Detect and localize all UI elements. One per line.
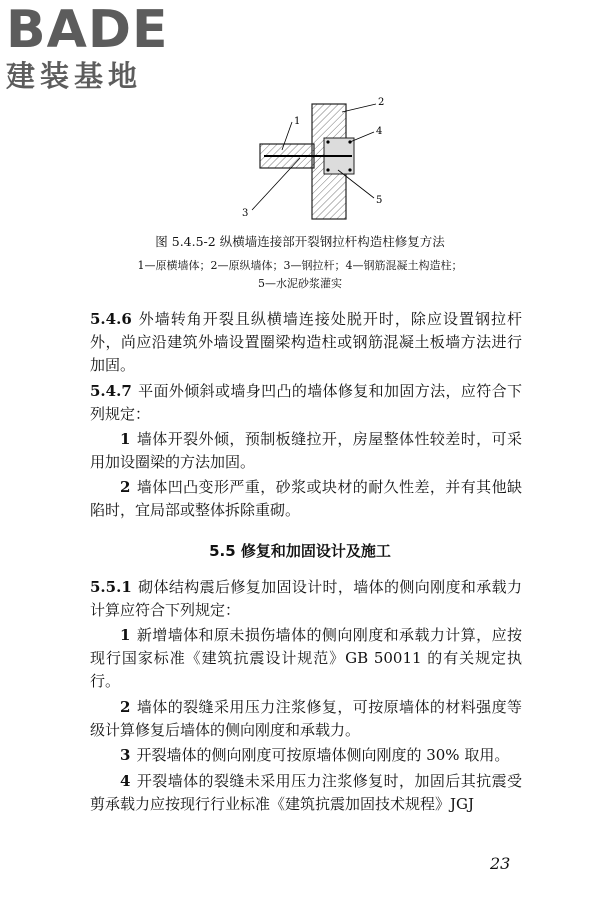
item-number: 4 (120, 772, 131, 790)
clause-text: 外墙转角开裂且纵横墙连接处脱开时，除应设置钢拉杆外，尚应沿建筑外墙设置圈梁构造柱或钢筋混凝土板墙方法进行加固。 (90, 310, 522, 374)
figure-label-5: 5 (376, 195, 383, 206)
item-number: 1 (120, 626, 131, 644)
figure-caption: 图 5.4.5-2 纵横墙连接部开裂钢拉杆构造柱修复方法 (155, 234, 445, 249)
clause-5-4-6 (90, 308, 522, 377)
clause-number: 5.5.1 (90, 578, 132, 596)
clause-5-5-1 (90, 576, 522, 622)
figure-label-1: 1 (294, 116, 301, 127)
item-5-4-7-1 (90, 428, 522, 474)
clause-number: 5.4.7 (90, 382, 132, 400)
bade-logo (6, 0, 176, 93)
figure-legend-line-2: 5—水泥砂浆灌实 (258, 277, 342, 290)
item-5-5-1-4 (90, 770, 522, 816)
item-number: 1 (120, 430, 131, 448)
figure-label-4: 4 (376, 126, 383, 137)
item-text: 墙体的裂缝采用压力注浆修复，可按原墙体的材料强度等级计算修复后墙体的侧向刚度和承载力。 (90, 698, 522, 739)
item-number: 2 (120, 478, 131, 496)
clause-5-4-7 (90, 380, 522, 426)
item-text: 墙体凹凸变形严重，砂浆或块材的耐久性差，并有其他缺陷时，宜局部或整体拆除重砌。 (90, 478, 522, 519)
figure-label-3: 3 (242, 208, 249, 219)
leader-line-2 (342, 104, 376, 112)
logo-wordmark: BADE (6, 0, 169, 60)
figure-legend-line-1: 1—原横墙体；2—原纵墙体；3—钢拉杆；4—钢筋混凝土构造柱； (137, 259, 463, 272)
leader-line-4 (350, 132, 374, 142)
item-text: 新增墙体和原未损伤墙体的侧向刚度和承载力计算，应按现行国家标准《建筑抗震设计规范》GB 50011 的有关规定执行。 (90, 626, 522, 690)
figure-label-2: 2 (378, 97, 385, 108)
item-5-5-1-2 (90, 696, 522, 742)
rebar-dot (326, 168, 329, 171)
clause-number: 5.4.6 (90, 310, 132, 328)
section-heading-5-5: 5.5 修复和加固设计及施工 (209, 542, 391, 560)
rebar-dot (348, 168, 351, 171)
item-5-5-1-1 (90, 624, 522, 693)
item-5-4-7-2 (90, 476, 522, 522)
item-number: 3 (120, 746, 131, 764)
page-number: 23 (490, 854, 511, 873)
logo-chinese-name: 建装基地 (6, 59, 143, 93)
clause-text: 平面外倾斜或墙身凹凸的墙体修复和加固方法，应符合下列规定： (90, 382, 522, 423)
wall-repair-figure (230, 92, 390, 222)
item-text: 墙体开裂外倾，预制板缝拉开，房屋整体性较差时，可采用加设圈梁的方法加固。 (90, 430, 522, 471)
item-5-5-1-3 (90, 744, 522, 767)
item-text: 开裂墙体的侧向刚度可按原墙体侧向刚度的 30% 取用。 (136, 746, 510, 764)
clause-text: 砌体结构震后修复加固设计时，墙体的侧向刚度和承载力计算应符合下列规定： (90, 578, 522, 619)
item-number: 2 (120, 698, 131, 716)
item-text: 开裂墙体的裂缝未采用压力注浆修复时，加固后其抗震受剪承载力应按现行行业标准《建筑抗震加固技术规程》JGJ (90, 772, 522, 813)
rebar-dot (326, 140, 329, 143)
